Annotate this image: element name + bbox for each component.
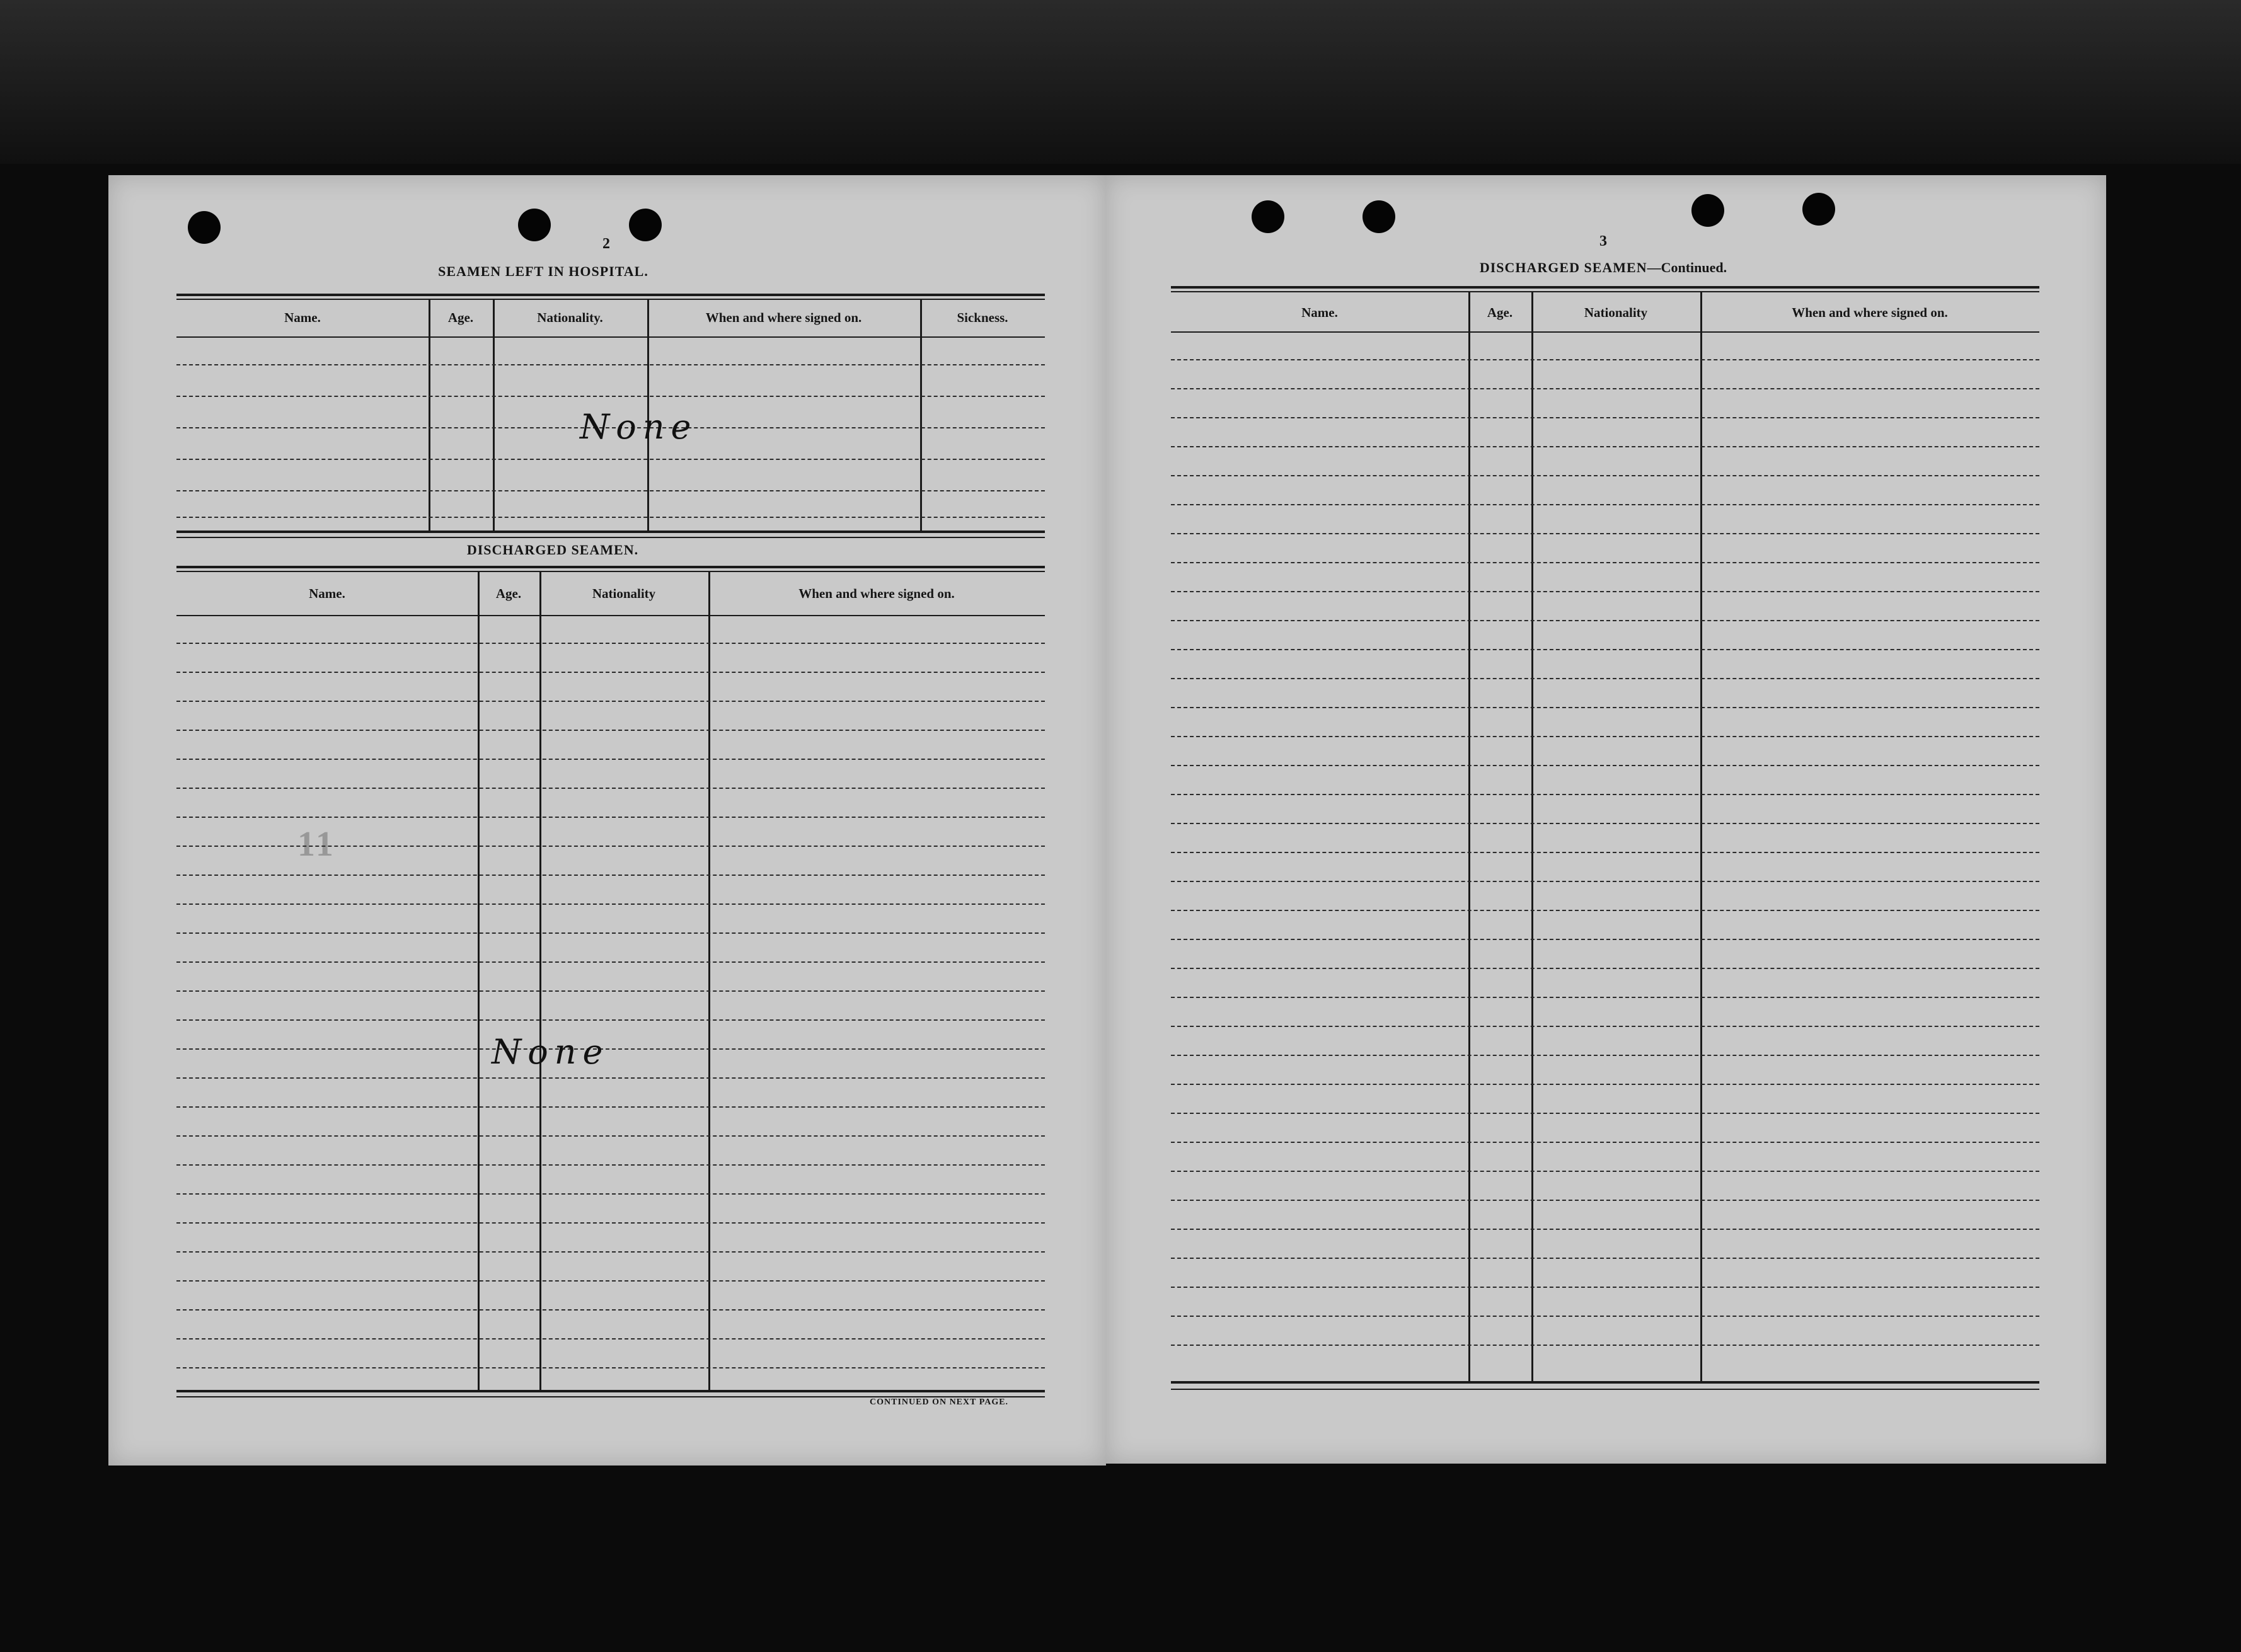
title-continued: —Continued. [1647, 260, 1727, 275]
punch-hole [518, 209, 551, 241]
column-header-age: Age. [1487, 305, 1513, 320]
column-header-nationality: Nationality. [537, 310, 603, 325]
right-page [1105, 175, 2106, 1464]
column-header-nationality: Nationality [1584, 305, 1648, 320]
discharged-continued-table [1171, 286, 2039, 1408]
column-header-sickness: Sickness. [957, 310, 1008, 325]
scan-background [0, 0, 2241, 164]
discharged-table [176, 566, 1045, 1416]
punch-hole [1362, 200, 1395, 233]
page-number: 2 [602, 236, 610, 252]
discharged-continued-title [1389, 260, 1818, 276]
column-header-age: Age. [447, 310, 474, 325]
column-header-age: Age. [495, 586, 522, 601]
column-header-nationality: Nationality [592, 586, 656, 601]
continued-note: CONTINUED ON NEXT PAGE. [870, 1397, 1009, 1407]
punch-hole [1802, 193, 1835, 226]
column-header-signed-on: When and where signed on. [1792, 305, 1948, 320]
punch-hole [1691, 194, 1724, 227]
discharged-section-title: DISCHARGED SEAMEN. [466, 542, 639, 558]
hospital-section-title: SEAMEN LEFT IN HOSPITAL. [438, 263, 648, 279]
column-header-name: Name. [1301, 305, 1338, 320]
page-number: 3 [1599, 233, 1607, 250]
column-header-name: Name. [284, 310, 321, 325]
punch-hole [188, 211, 221, 244]
punch-hole [629, 209, 662, 241]
punch-hole [1252, 200, 1284, 233]
handwritten-none-hospital: None [580, 407, 698, 447]
bleed-through-mark: 11 [297, 825, 336, 864]
left-page [108, 175, 1106, 1466]
handwritten-none-discharged: None [492, 1032, 609, 1072]
column-header-signed-on: When and where signed on. [798, 586, 955, 601]
column-header-signed-on: When and where signed on. [705, 310, 862, 325]
column-header-name: Name. [309, 586, 345, 601]
title-main: DISCHARGED SEAMEN [1479, 260, 1647, 275]
